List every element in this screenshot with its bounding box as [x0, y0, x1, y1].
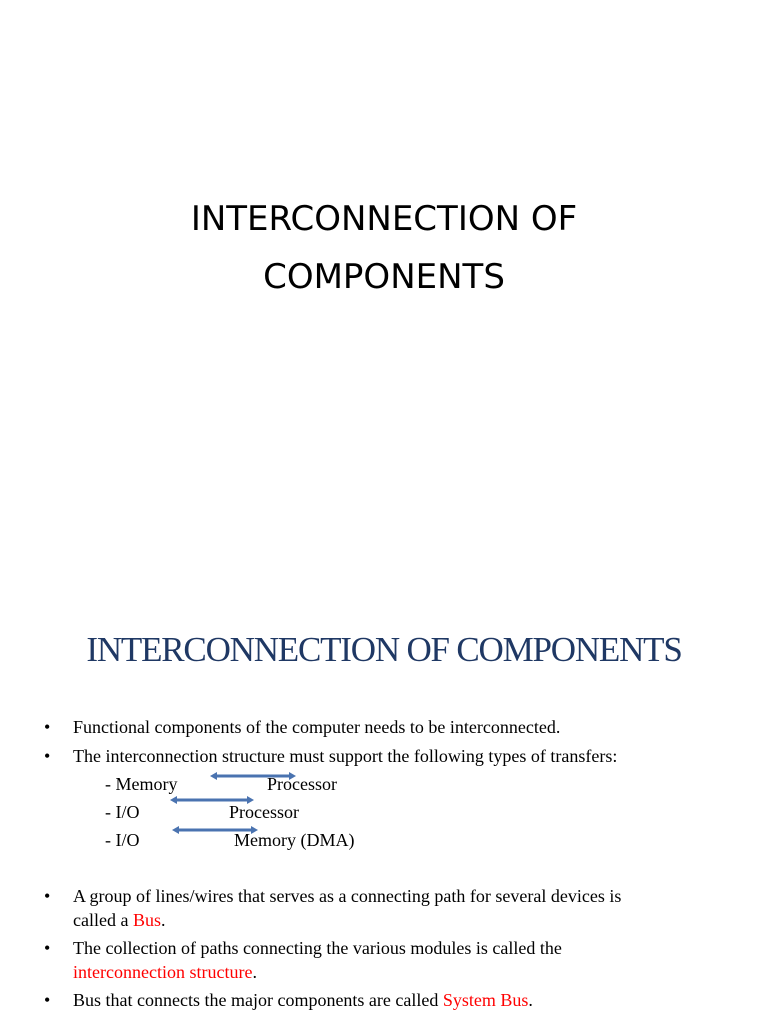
bullet-dot: •	[44, 717, 51, 737]
bullet-text: The interconnection structure must support the following types of transfers:	[73, 746, 618, 766]
transfer-target: Memory (DMA)	[234, 830, 355, 850]
transfer-source: - Memory	[105, 774, 178, 794]
bullet-dot: •	[44, 746, 51, 766]
bullet-text-prefix: called a	[73, 910, 133, 930]
highlight-term: System Bus	[442, 990, 529, 1010]
transfer-source: - I/O	[105, 802, 140, 822]
bullet-dot: •	[44, 990, 51, 1010]
slide2-title: INTERCONNECTION OF COMPONENTS	[86, 630, 682, 669]
bullet-text: Functional components of the computer needs to be interconnected.	[73, 717, 561, 737]
highlight-term: Bus	[132, 910, 161, 930]
bullet-text	[73, 988, 533, 1012]
slide1-title-line1: INTERCONNECTION OF	[190, 199, 578, 239]
bullet-text: The collection of paths connecting the various modules is called the	[73, 938, 562, 958]
bullet-text-line2	[73, 960, 257, 984]
transfer-source: - I/O	[105, 830, 140, 850]
highlight-term: interconnection structure	[73, 962, 253, 982]
bullet-text: A group of lines/wires that serves as a connecting path for several devices is	[73, 886, 622, 906]
transfer-target: Processor	[229, 802, 299, 822]
bullet-dot: •	[44, 886, 51, 906]
bullet-text-suffix: .	[252, 962, 257, 982]
bullet-text-suffix: .	[528, 990, 533, 1010]
transfer-target: Processor	[267, 774, 337, 794]
bullet-dot: •	[44, 938, 51, 958]
slide1-title-line2: COMPONENTS	[263, 257, 505, 297]
slide1-title	[0, 190, 768, 306]
bullet-text-prefix: Bus that connects the major components are called	[73, 990, 443, 1010]
bullet-text-suffix: .	[160, 910, 166, 930]
bullet-text-line2	[73, 908, 165, 932]
